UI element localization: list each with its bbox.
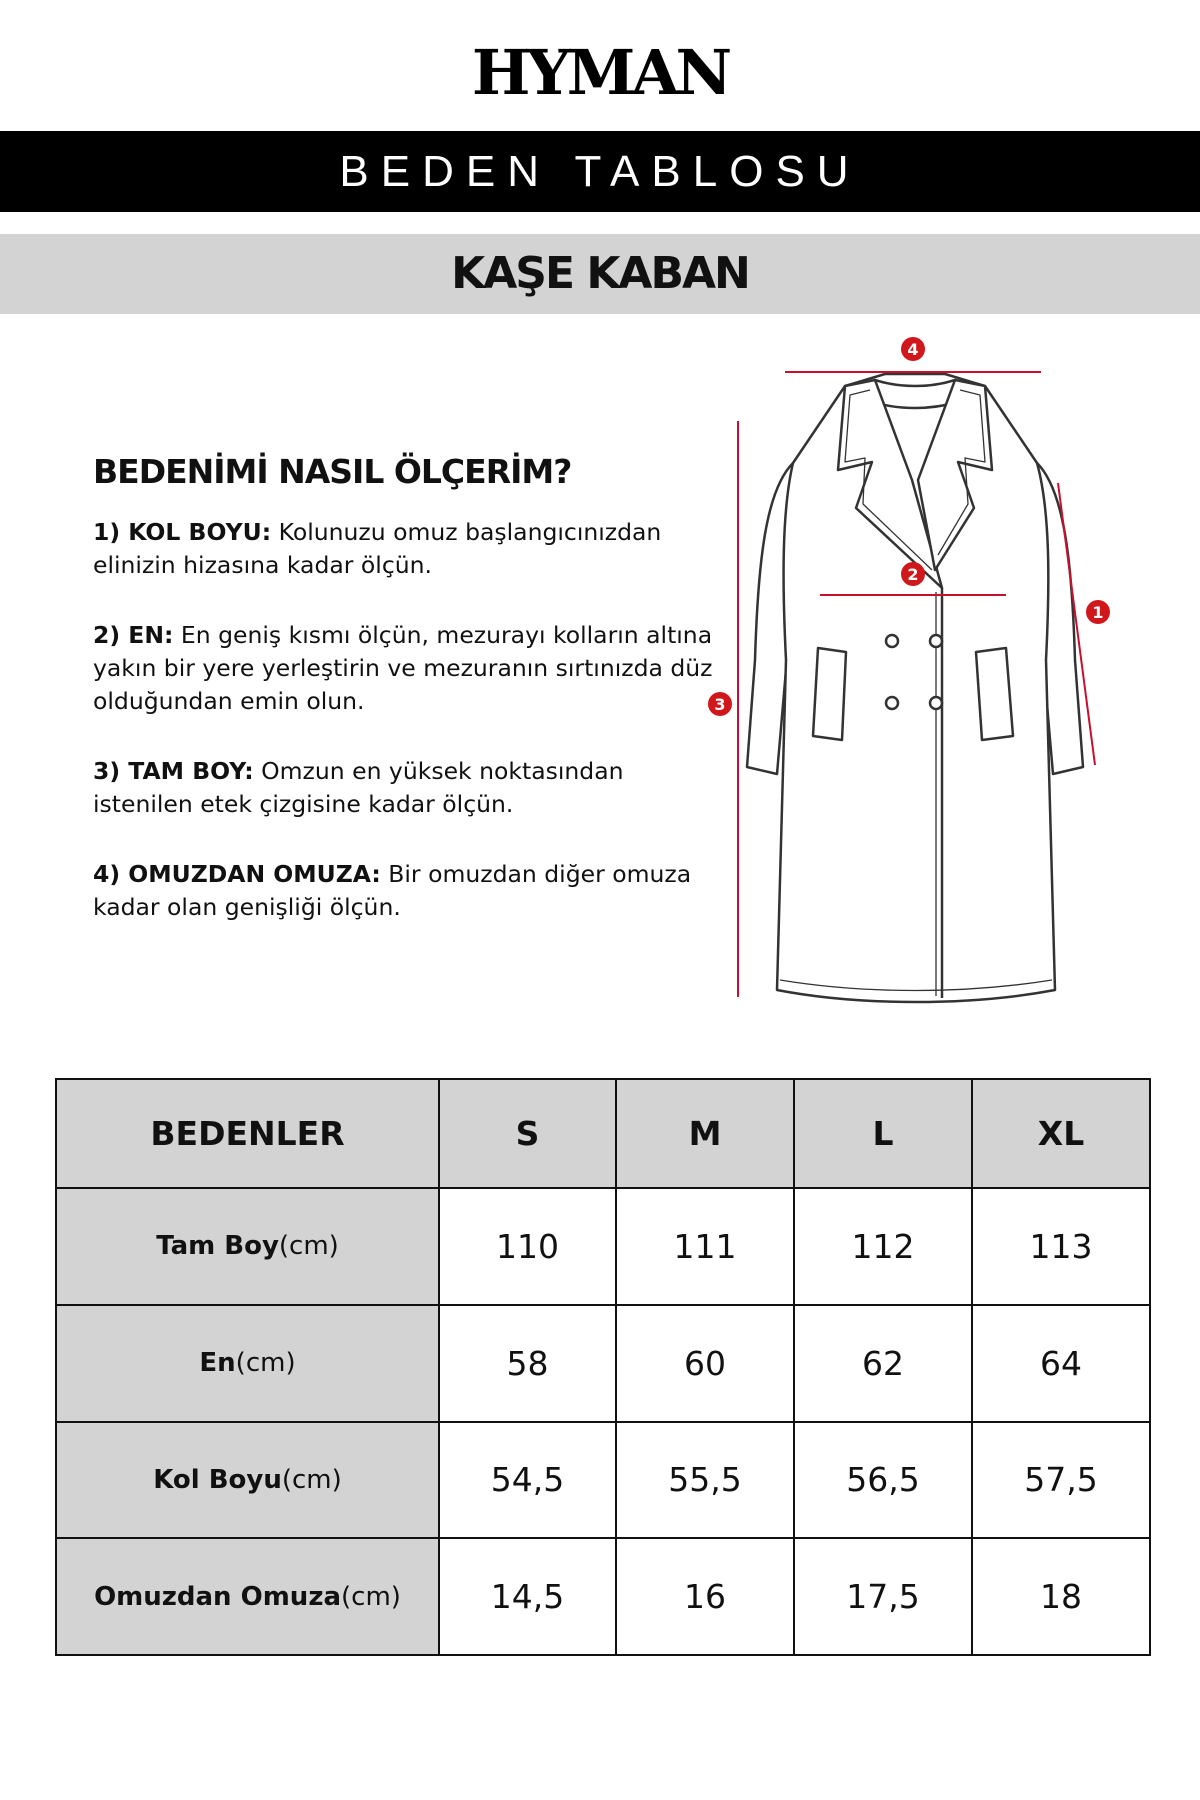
guide-item [93,619,713,718]
product-title: KAŞE KABAN [0,234,1200,314]
row-label-name: Omuzdan Omuza [94,1581,341,1612]
svg-text:4: 4 [907,340,919,359]
guide-item [93,516,713,582]
row-label-unit: (cm) [278,1231,339,1262]
guide-item [93,755,713,821]
guide-item-label: 2) EN: [93,621,174,649]
page-banner: BEDEN TABLOSU [0,131,1200,212]
header-cell: L [794,1079,972,1188]
marker-2 [901,562,925,586]
row-label-unit: (cm) [235,1348,296,1379]
guide-item-text: Kolunuzu omuz başlangıcınızdan elinizin hizasına kadar ölçün. [93,518,662,579]
row-label [56,1305,439,1422]
guide-item-label: 4) OMUZDAN OMUZA: [93,860,381,888]
table-row [56,1188,1150,1305]
table-cell: 110 [439,1188,616,1305]
table-cell: 56,5 [794,1422,972,1539]
row-label-name: Kol Boyu [153,1464,282,1495]
header-cell: XL [972,1079,1150,1188]
guide-item-label: 3) TAM BOY: [93,757,254,785]
right-pocket [976,648,1013,740]
button-icon [930,635,942,647]
table-cell: 18 [972,1538,1150,1655]
row-label-name: Tam Boy [156,1231,279,1262]
header-cell: M [616,1079,794,1188]
header-cell: S [439,1079,616,1188]
svg-text:2: 2 [907,565,919,584]
table-cell: 112 [794,1188,972,1305]
button-icon [886,697,898,709]
header-cell: BEDENLER [56,1079,439,1188]
coat-diagram [700,330,1160,1020]
brand-logo: HYMAN [471,36,729,109]
row-label-unit: (cm) [341,1581,401,1612]
marker-1 [1086,600,1110,624]
table-cell: 17,5 [794,1538,972,1655]
row-label [56,1188,439,1305]
guide-item [93,858,713,924]
table-row [56,1422,1150,1539]
table-row [56,1538,1150,1655]
marker-4 [901,337,925,361]
table-row [56,1305,1150,1422]
row-label [56,1422,439,1539]
marker-3 [708,692,732,716]
table-cell: 14,5 [439,1538,616,1655]
table-cell: 60 [616,1305,794,1422]
table-cell: 111 [616,1188,794,1305]
size-table [55,1078,1151,1656]
row-label-unit: (cm) [281,1464,342,1495]
table-cell: 55,5 [616,1422,794,1539]
guide-heading: BEDENİMİ NASIL ÖLÇERİM? [93,452,572,491]
guide-item-text: Bir omuzdan diğer omuza kadar olan genişliği ölçün. [93,860,692,921]
table-cell: 62 [794,1305,972,1422]
guide-item-text: En geniş kısmı ölçün, mezurayı kolların altına yakın bir yere yerleştirin ve mezuranın sırtınızda düz olduğundan emin olun. [93,621,713,715]
guide-item-text: Omzun en yüksek noktasından istenilen etek çizgisine kadar ölçün. [93,757,624,818]
table-cell: 54,5 [439,1422,616,1539]
guide-item-label: 1) KOL BOYU: [93,518,272,546]
table-cell: 64 [972,1305,1150,1422]
button-icon [930,697,942,709]
table-cell: 58 [439,1305,616,1422]
svg-text:1: 1 [1092,603,1104,622]
row-label [56,1538,439,1655]
measurement-guide [93,452,713,961]
table-cell: 16 [616,1538,794,1655]
table-cell: 57,5 [972,1422,1150,1539]
table-header-row [56,1079,1150,1188]
button-icon [886,635,898,647]
left-pocket [813,648,846,740]
svg-text:3: 3 [714,695,726,714]
table-cell: 113 [972,1188,1150,1305]
row-label-name: En [199,1348,236,1379]
